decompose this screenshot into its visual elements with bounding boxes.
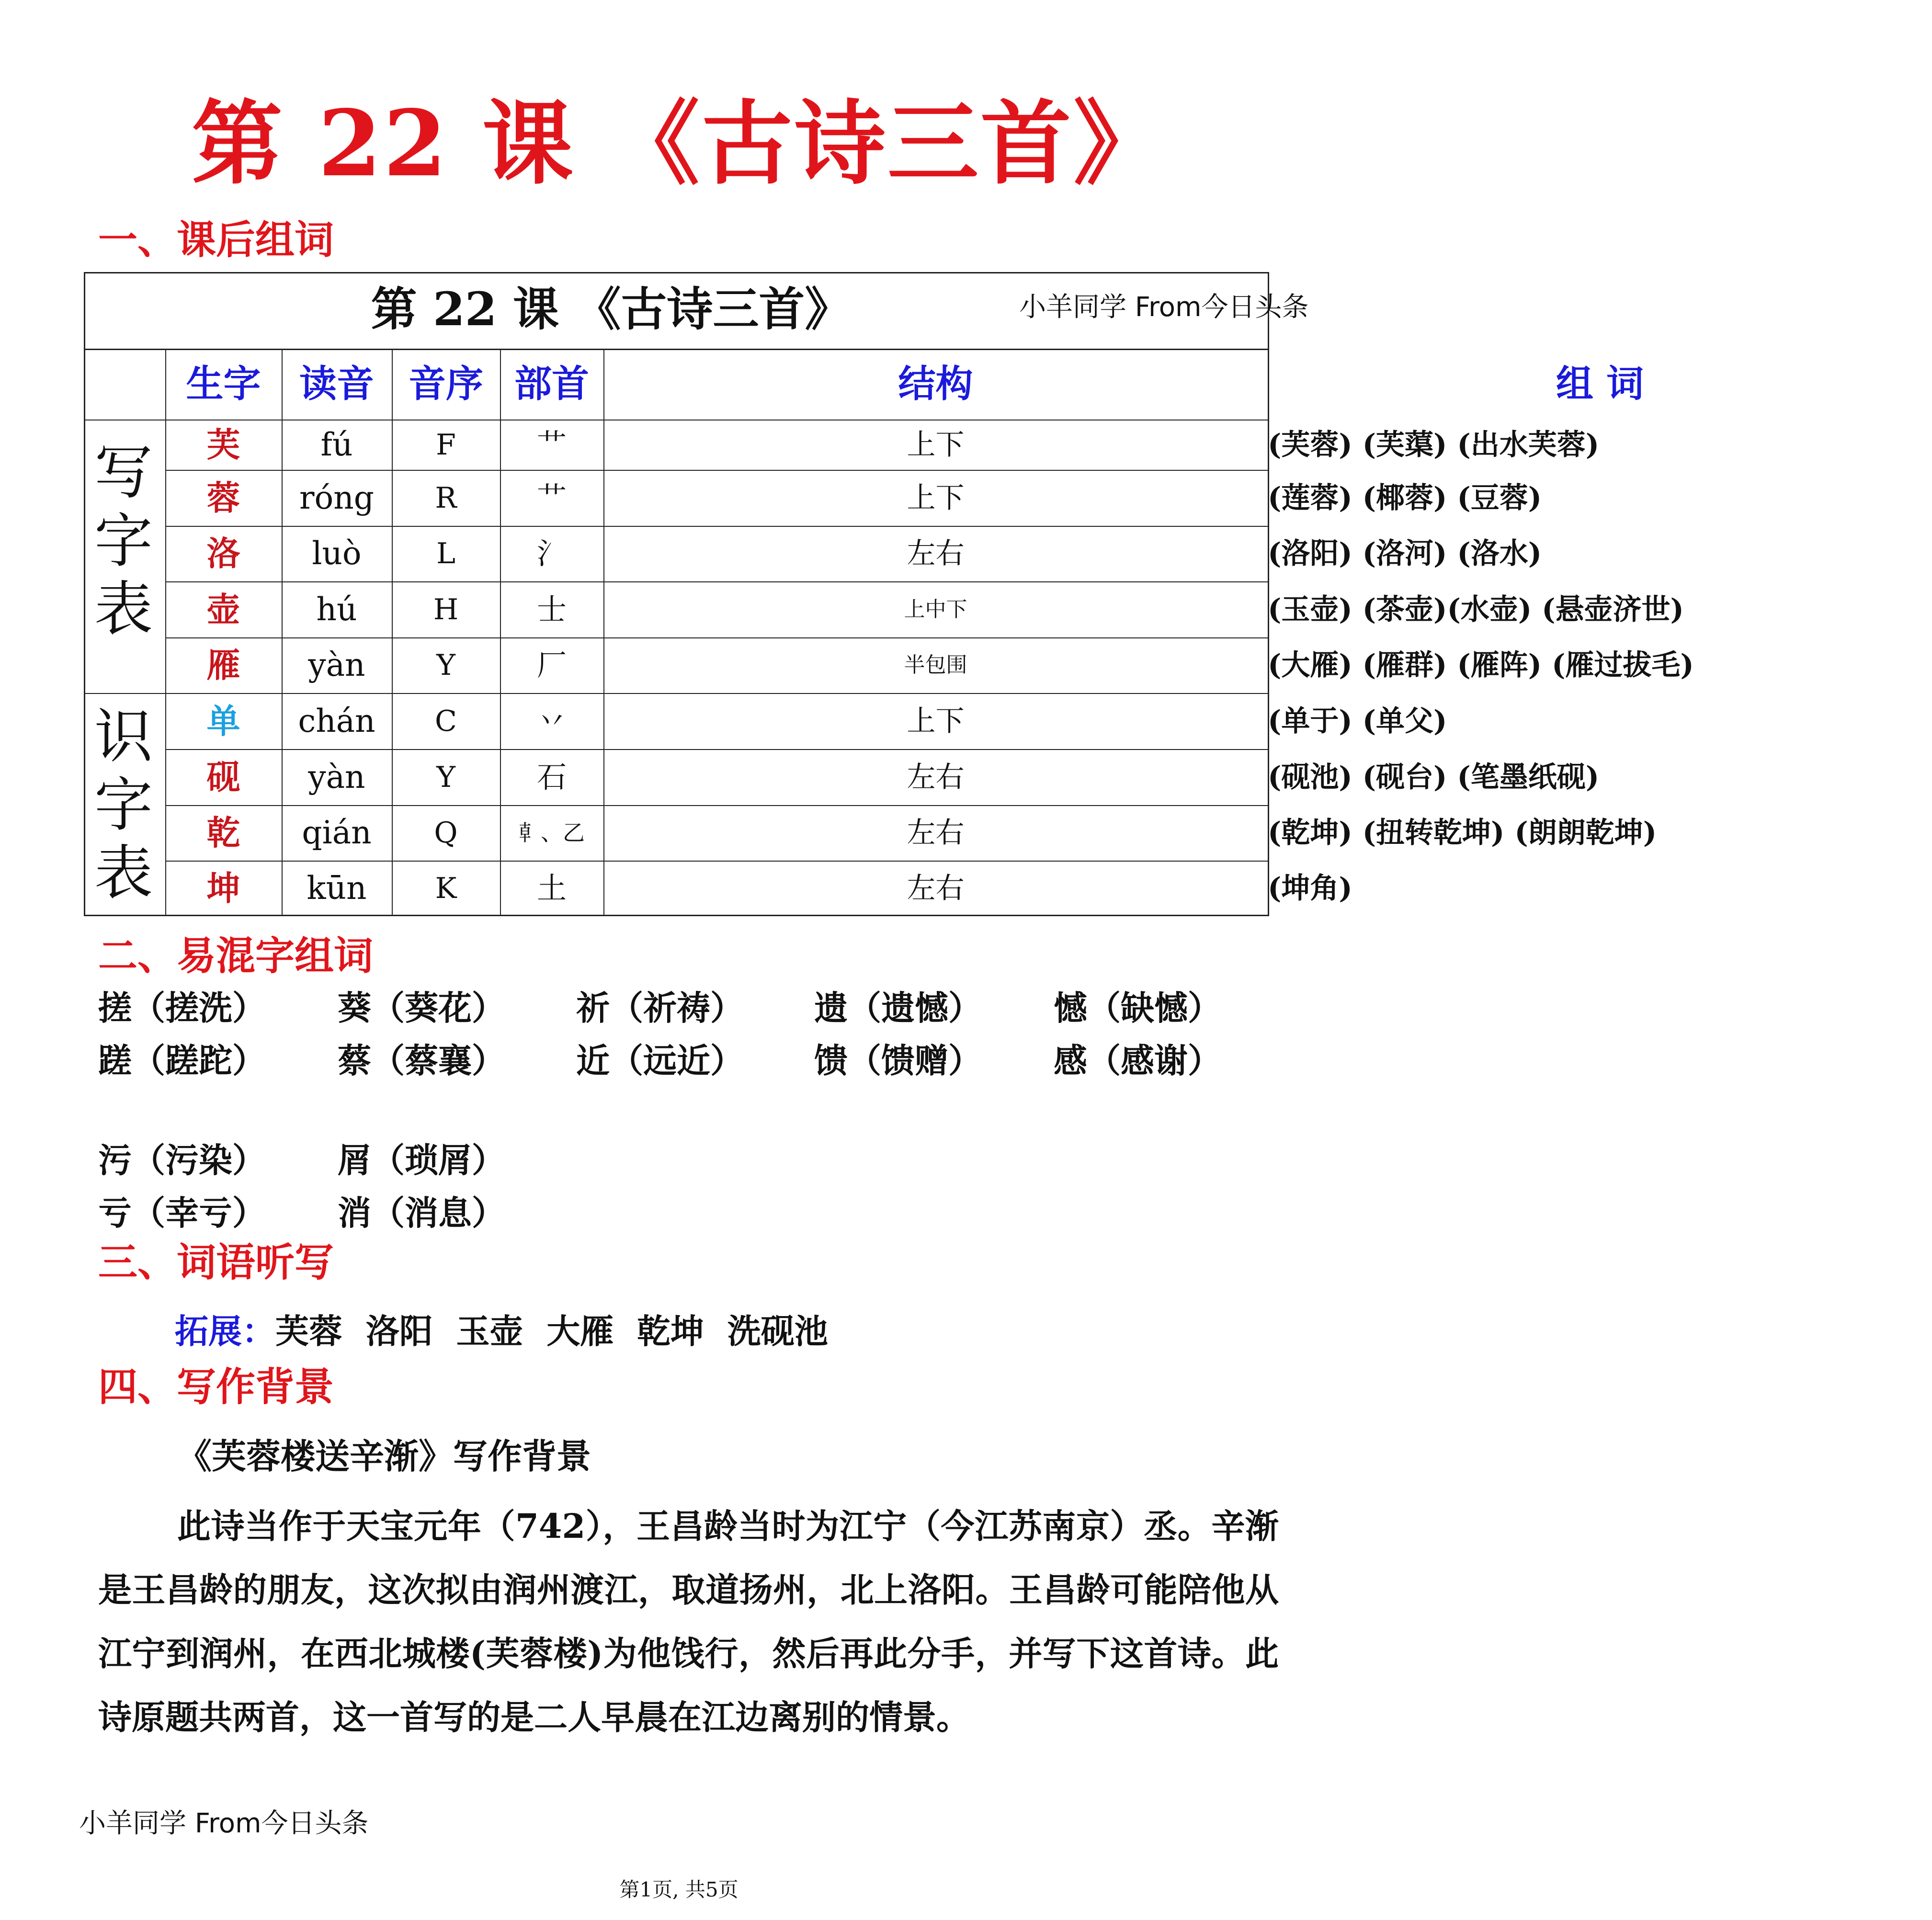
dictation-row	[175, 1311, 828, 1351]
table-cell-order: Y	[436, 760, 455, 794]
table-cell-words: (芙蓉) (芙蕖) (出水芙蓉)	[1268, 428, 1600, 462]
table-cell-char: 雁	[206, 645, 240, 685]
dictation-words: 芙蓉 洛阳 玉壶 大雁 乾坤 洗砚池	[275, 1311, 828, 1351]
table-title-row	[85, 273, 1309, 350]
table-cell-order: Y	[436, 648, 455, 682]
confusing-char-item: 葵（葵花）	[338, 988, 505, 1028]
table-cell-radical: 氵	[536, 536, 567, 571]
table-cell-pinyin: luò	[312, 535, 362, 572]
table-cell-radical: 厂	[536, 648, 567, 682]
confusing-char-item: 污（污染）	[98, 1140, 266, 1180]
table-cell-structure: 上下	[907, 428, 965, 462]
table-cell-structure: 左右	[907, 872, 965, 905]
table-cell-pinyin: róng	[299, 479, 375, 516]
table-cell-char: 坤	[206, 868, 240, 908]
table-cell-structure: 上下	[907, 704, 965, 738]
confusing-char-item: 馈（馈赠）	[814, 1041, 982, 1080]
table-cell-order: L	[436, 537, 455, 570]
table-cell-words: (玉壶) (茶壶)(水壶) (悬壶济世)	[1268, 592, 1684, 626]
table-cell-radical: 艹	[536, 480, 567, 515]
table-header-cell: 生字	[186, 362, 261, 406]
table-cell-words: (莲蓉) (椰蓉) (豆蓉)	[1268, 481, 1542, 515]
table-cell-words: (大雁) (雁群) (雁阵) (雁过拔毛)	[1268, 648, 1694, 682]
confusing-char-item: 消（消息）	[338, 1193, 505, 1233]
confusing-char-item: 蔡（蔡襄）	[338, 1041, 505, 1080]
table-header-cell: 组 词	[1556, 362, 1644, 406]
table-cell-char: 洛	[206, 534, 240, 573]
table-cell-radical: 士	[536, 591, 567, 627]
table-cell-radical: 石	[536, 759, 567, 795]
table-cell-structure: 半包围	[904, 653, 967, 677]
table-cell-order: F	[436, 428, 456, 462]
table-cell-radical: 丷	[536, 703, 567, 738]
table-header-cell: 结构	[898, 362, 973, 406]
table-cell-words: (乾坤) (扭转乾坤) (朗朗乾坤)	[1268, 816, 1657, 850]
table-cell-pinyin: kūn	[307, 870, 367, 907]
table-cell-words: (洛阳) (洛河) (洛水)	[1268, 537, 1542, 570]
table-cell-structure: 左右	[907, 760, 965, 794]
confusing-char-item: 遗（遗憾）	[814, 988, 982, 1028]
table-cell-pinyin: yàn	[308, 647, 365, 683]
confusing-char-item: 亏（幸亏）	[98, 1193, 266, 1233]
page-number: 第1页, 共5页	[619, 1878, 739, 1901]
section-heading-confusing-chars: 二、易混字组词	[98, 933, 374, 979]
table-cell-words: (单于) (单父)	[1268, 704, 1447, 738]
confusing-char-item: 祈（祈祷）	[576, 988, 744, 1028]
table-cell-structure: 上下	[907, 481, 965, 515]
table-title: 第 22 课 《古诗三首》	[371, 282, 851, 336]
table-cell-char: 乾	[206, 813, 240, 852]
confusing-char-item: 憾（缺憾）	[1054, 988, 1221, 1028]
table-cell-order: C	[435, 704, 457, 738]
confusing-char-item: 屑（琐屑）	[338, 1140, 505, 1180]
table-cell-order: K	[435, 872, 457, 905]
table-cell-structure: 上中下	[904, 597, 967, 622]
table-cell-char: 壶	[206, 589, 240, 629]
confusing-char-item: 蹉（蹉跎）	[98, 1041, 266, 1080]
table-header-cell: 读音	[299, 362, 374, 406]
section-heading-dictation: 三、词语听写	[98, 1239, 334, 1285]
table-cell-char: 芙	[206, 424, 240, 465]
table-cell-pinyin: fú	[320, 426, 353, 463]
table-cell-pinyin: qián	[302, 814, 372, 851]
table-cell-words: (砚池) (砚台) (笔墨纸砚)	[1268, 760, 1600, 794]
table-cell-radical: 龺、乙	[519, 820, 585, 846]
group-label-write: 写字表	[94, 439, 153, 644]
vocab-table	[84, 272, 1694, 916]
page-title: 第 22 课 《古诗三首》	[192, 90, 1166, 197]
table-cell-radical: 土	[536, 871, 567, 906]
section-heading-background: 四、写作背景	[98, 1364, 334, 1410]
table-cell-char: 砚	[206, 757, 240, 797]
dictation-label: 拓展：	[175, 1311, 275, 1351]
table-cell-radical: 艹	[536, 427, 567, 462]
background-title: 《芙蓉楼送辛渐》写作背景	[177, 1436, 591, 1477]
table-cell-char: 单	[206, 701, 240, 741]
table-cell-order: H	[433, 592, 459, 626]
table-cell-order: Q	[434, 816, 458, 850]
confusing-char-item: 感（感谢）	[1054, 1041, 1221, 1080]
table-cell-structure: 左右	[907, 816, 965, 850]
section-heading-word-groups: 一、课后组词	[98, 217, 334, 263]
table-cell-words: (坤角)	[1268, 872, 1352, 905]
table-cell-order: R	[435, 481, 457, 515]
table-source-label: 小羊同学 From今日头条	[1019, 292, 1309, 323]
table-header-cell: 部首	[514, 362, 589, 406]
group-label-recognize: 识字表	[94, 703, 153, 908]
confusing-char-item: 搓（搓洗）	[98, 988, 266, 1028]
table-cell-pinyin: yàn	[308, 758, 365, 795]
table-header-cell: 音序	[408, 362, 483, 406]
table-cell-pinyin: chán	[298, 702, 375, 739]
background-text: 此诗当作于天宝元年（742），王昌龄当时为江宁（今江苏南京）丞。辛渐是王昌龄的朋友，这次拟由润州渡江，取道扬州，北上洛阳。王昌龄可能陪他从江宁到润州，在西北城楼(芙蓉楼)为他饯行，然后再此分手，并写下这首诗。此诗原题共两首，这一首写的是二人早晨在江边离别的情景。	[98, 1506, 1279, 1737]
table-cell-structure: 左右	[907, 537, 965, 570]
footer-source: 小羊同学 From今日头条	[79, 1808, 369, 1839]
confusing-char-item: 近（远近）	[576, 1041, 744, 1080]
table-cell-char: 蓉	[206, 477, 240, 518]
table-cell-pinyin: hú	[316, 591, 357, 628]
